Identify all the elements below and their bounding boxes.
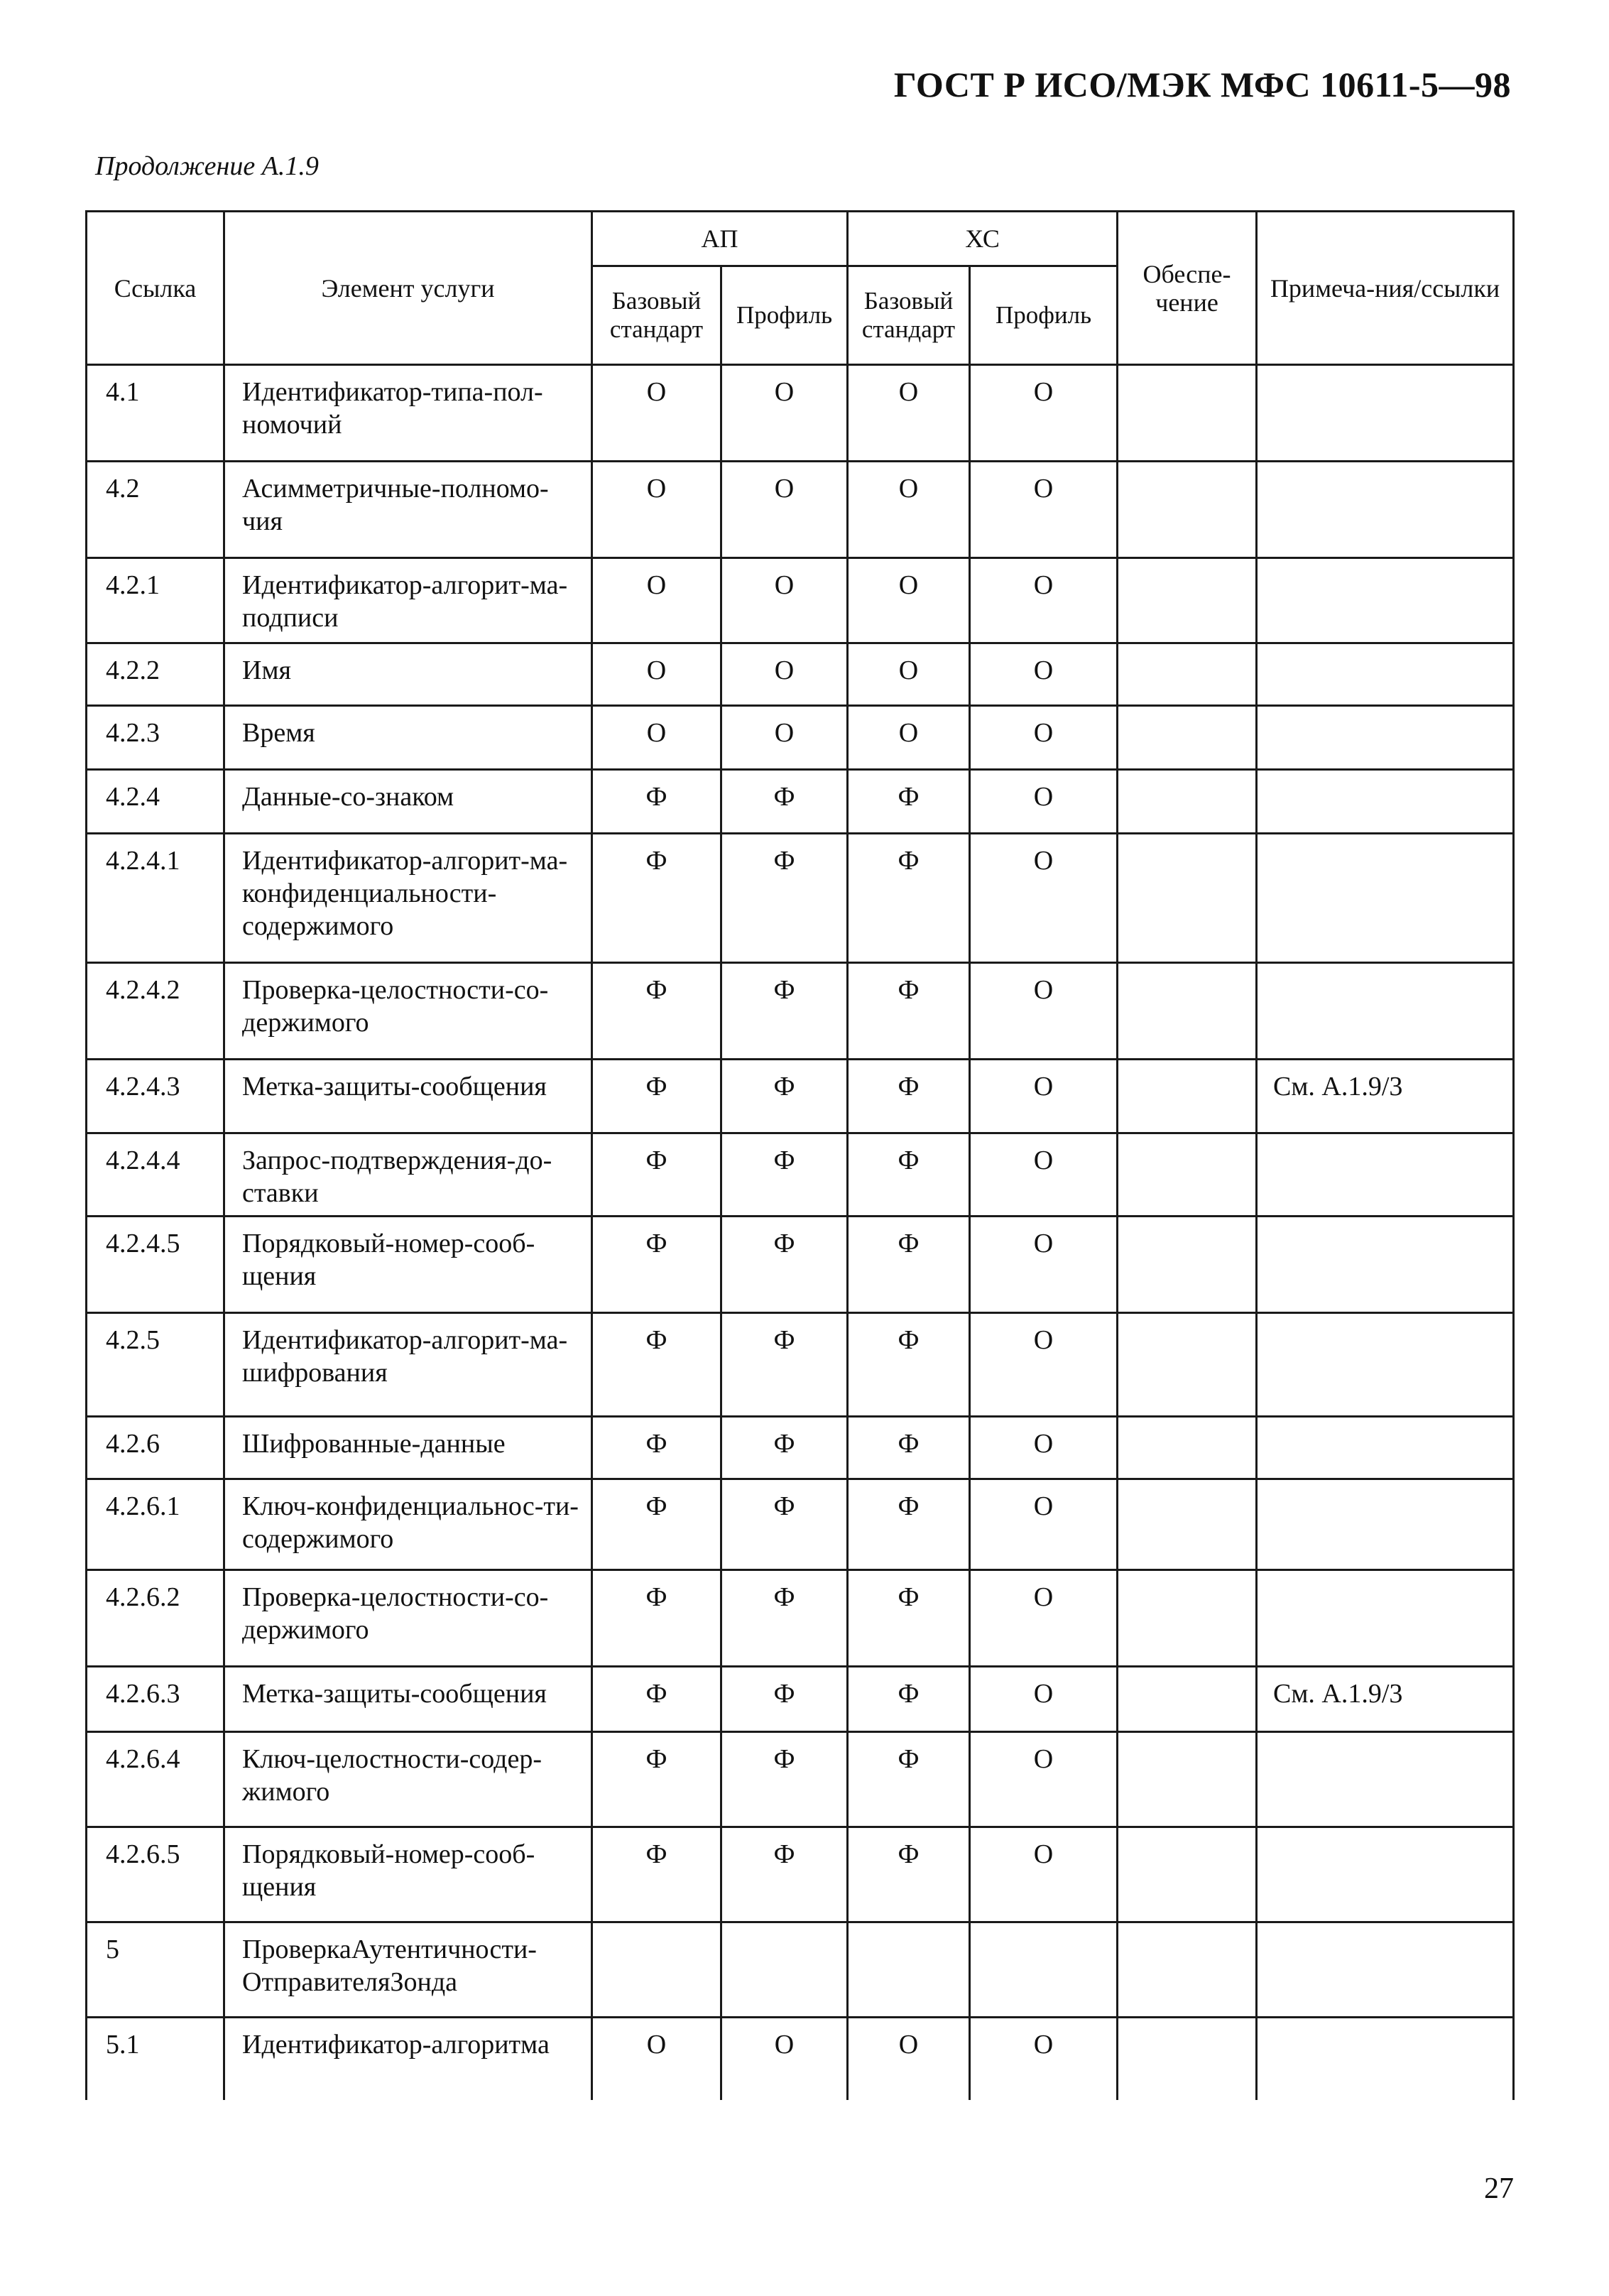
row-ref: 4.2.6.3 — [87, 1667, 224, 1732]
row-ap-base-standard: Ф — [592, 1217, 721, 1313]
column-group-ap: АП — [592, 212, 848, 266]
row-ap-base-standard: Ф — [592, 1667, 721, 1732]
table-row — [87, 1732, 1514, 1827]
row-ap-base-standard: О — [592, 706, 721, 770]
row-element: Шифрованные-данные — [224, 1417, 592, 1479]
row-ap-profile: Ф — [721, 1667, 848, 1732]
table-row — [87, 558, 1514, 643]
row-ref: 4.2.3 — [87, 706, 224, 770]
table-row — [87, 963, 1514, 1060]
row-xc-profile: О — [970, 770, 1118, 834]
row-ap-base-standard: Ф — [592, 1060, 721, 1133]
row-notes — [1257, 1827, 1514, 1922]
row-ap-profile — [721, 1922, 848, 2018]
row-element: Идентификатор-алгорит-ма-подписи — [224, 558, 592, 643]
row-notes — [1257, 963, 1514, 1060]
row-notes — [1257, 1313, 1514, 1417]
row-element: Имя — [224, 643, 592, 706]
row-ap-profile: Ф — [721, 1217, 848, 1313]
row-element: Время — [224, 706, 592, 770]
row-xc-base-standard: Ф — [848, 1060, 970, 1133]
row-notes: См. А.1.9/3 — [1257, 1667, 1514, 1732]
row-notes — [1257, 1133, 1514, 1217]
row-ap-profile: Ф — [721, 1417, 848, 1479]
row-xc-base-standard: Ф — [848, 834, 970, 963]
row-provision — [1118, 643, 1257, 706]
column-header-provision: Обеспе-чение — [1118, 212, 1257, 365]
table-row — [87, 1313, 1514, 1417]
row-element: Ключ-конфиденциальнос-ти-содержимого — [224, 1479, 592, 1570]
row-xc-profile — [970, 1922, 1118, 2018]
column-header-element: Элемент услуги — [224, 212, 592, 365]
row-xc-base-standard — [848, 1922, 970, 2018]
row-notes — [1257, 643, 1514, 706]
row-ap-profile: Ф — [721, 770, 848, 834]
row-notes — [1257, 1570, 1514, 1667]
row-xc-profile: О — [970, 1570, 1118, 1667]
row-xc-base-standard: Ф — [848, 1479, 970, 1570]
row-ap-profile: Ф — [721, 1313, 848, 1417]
row-xc-profile: О — [970, 706, 1118, 770]
row-xc-base-standard: О — [848, 462, 970, 558]
row-element: Запрос-подтверждения-до-ставки — [224, 1133, 592, 1217]
row-notes — [1257, 558, 1514, 643]
table-row — [87, 1667, 1514, 1732]
row-ap-base-standard: Ф — [592, 834, 721, 963]
row-xc-base-standard: О — [848, 558, 970, 643]
column-header-xc-profile: Профиль — [970, 266, 1118, 365]
row-notes — [1257, 2018, 1514, 2100]
row-ap-base-standard: Ф — [592, 1313, 721, 1417]
column-header-ap-profile: Профиль — [721, 266, 848, 365]
row-xc-base-standard: Ф — [848, 1827, 970, 1922]
column-header-notes: Примеча-ния/ссылки — [1257, 212, 1514, 365]
row-ap-base-standard: Ф — [592, 1133, 721, 1217]
row-notes — [1257, 1217, 1514, 1313]
row-element: Данные-со-знаком — [224, 770, 592, 834]
table-row — [87, 1417, 1514, 1479]
row-ref: 4.2.4 — [87, 770, 224, 834]
row-provision — [1118, 1732, 1257, 1827]
row-provision — [1118, 770, 1257, 834]
row-ap-profile: О — [721, 558, 848, 643]
row-ap-profile: О — [721, 365, 848, 462]
row-ap-base-standard: Ф — [592, 1732, 721, 1827]
table-row — [87, 1060, 1514, 1133]
row-xc-profile: О — [970, 1313, 1118, 1417]
table-row — [87, 1570, 1514, 1667]
table-row — [87, 770, 1514, 834]
row-element: Асимметричные-полномо-чия — [224, 462, 592, 558]
row-notes — [1257, 1732, 1514, 1827]
row-element: Проверка-целостности-со-держимого — [224, 963, 592, 1060]
row-ap-base-standard: Ф — [592, 1827, 721, 1922]
row-ref: 4.2.5 — [87, 1313, 224, 1417]
row-ap-base-standard: Ф — [592, 1570, 721, 1667]
row-ap-base-standard: О — [592, 2018, 721, 2100]
row-ap-profile: О — [721, 643, 848, 706]
row-provision — [1118, 1570, 1257, 1667]
row-ap-profile: О — [721, 462, 848, 558]
table-row — [87, 1922, 1514, 2018]
row-provision — [1118, 558, 1257, 643]
row-xc-profile: О — [970, 1732, 1118, 1827]
row-ap-base-standard: Ф — [592, 1417, 721, 1479]
row-ref: 4.2.4.2 — [87, 963, 224, 1060]
row-ap-base-standard: Ф — [592, 770, 721, 834]
row-ap-profile: Ф — [721, 1732, 848, 1827]
row-ap-profile: Ф — [721, 1479, 848, 1570]
row-notes — [1257, 834, 1514, 963]
table-row — [87, 1827, 1514, 1922]
row-xc-profile: О — [970, 2018, 1118, 2100]
row-ref: 5 — [87, 1922, 224, 2018]
row-xc-profile: О — [970, 643, 1118, 706]
row-ref: 4.2.6.2 — [87, 1570, 224, 1667]
row-ref: 4.2.6.4 — [87, 1732, 224, 1827]
row-notes — [1257, 1922, 1514, 2018]
row-notes — [1257, 365, 1514, 462]
row-provision — [1118, 1133, 1257, 1217]
table-row — [87, 834, 1514, 963]
row-xc-profile: О — [970, 462, 1118, 558]
row-xc-profile: О — [970, 1667, 1118, 1732]
row-ap-base-standard — [592, 1922, 721, 2018]
table-body — [87, 365, 1514, 2100]
row-xc-base-standard: О — [848, 706, 970, 770]
row-xc-base-standard: Ф — [848, 1133, 970, 1217]
row-provision — [1118, 706, 1257, 770]
row-ref: 4.2 — [87, 462, 224, 558]
row-provision — [1118, 1217, 1257, 1313]
table-row — [87, 1133, 1514, 1217]
row-provision — [1118, 1667, 1257, 1732]
row-ref: 4.2.2 — [87, 643, 224, 706]
row-element: Идентификатор-алгоритма — [224, 2018, 592, 2100]
row-ap-profile: О — [721, 2018, 848, 2100]
row-notes — [1257, 462, 1514, 558]
table-row — [87, 706, 1514, 770]
row-ap-base-standard: О — [592, 558, 721, 643]
row-xc-profile: О — [970, 1479, 1118, 1570]
requirements-table — [85, 210, 1515, 2100]
row-provision — [1118, 1922, 1257, 2018]
row-ap-profile: Ф — [721, 963, 848, 1060]
row-xc-profile: О — [970, 558, 1118, 643]
row-notes — [1257, 706, 1514, 770]
row-element: Идентификатор-алгорит-ма-конфиденциальности-содержимого — [224, 834, 592, 963]
row-element: Проверка-целостности-со-держимого — [224, 1570, 592, 1667]
row-element: Идентификатор-типа-пол-номочий — [224, 365, 592, 462]
row-xc-profile: О — [970, 963, 1118, 1060]
row-ap-profile: Ф — [721, 1827, 848, 1922]
row-xc-profile: О — [970, 1217, 1118, 1313]
row-xc-profile: О — [970, 1133, 1118, 1217]
row-xc-profile: О — [970, 834, 1118, 963]
row-ap-profile: Ф — [721, 1060, 848, 1133]
table-row — [87, 2018, 1514, 2100]
row-xc-base-standard: Ф — [848, 1570, 970, 1667]
row-xc-base-standard: О — [848, 2018, 970, 2100]
row-provision — [1118, 1313, 1257, 1417]
row-ref: 4.2.1 — [87, 558, 224, 643]
row-ap-profile: О — [721, 706, 848, 770]
row-ref: 4.2.4.4 — [87, 1133, 224, 1217]
row-ap-base-standard: О — [592, 462, 721, 558]
row-element: Ключ-целостности-содер-жимого — [224, 1732, 592, 1827]
row-ap-base-standard: Ф — [592, 1479, 721, 1570]
row-ap-profile: Ф — [721, 834, 848, 963]
table-row — [87, 1217, 1514, 1313]
row-provision — [1118, 2018, 1257, 2100]
row-ap-base-standard: Ф — [592, 963, 721, 1060]
row-xc-base-standard: Ф — [848, 1217, 970, 1313]
row-ref: 5.1 — [87, 2018, 224, 2100]
row-ap-profile: Ф — [721, 1570, 848, 1667]
row-provision — [1118, 1060, 1257, 1133]
row-provision — [1118, 365, 1257, 462]
row-element: Порядковый-номер-сооб-щения — [224, 1827, 592, 1922]
row-xc-base-standard: Ф — [848, 770, 970, 834]
table-row — [87, 643, 1514, 706]
row-ref: 4.2.6 — [87, 1417, 224, 1479]
row-ref: 4.2.6.1 — [87, 1479, 224, 1570]
row-xc-base-standard: О — [848, 643, 970, 706]
column-group-xc: ХС — [848, 212, 1118, 266]
table-row — [87, 365, 1514, 462]
row-provision — [1118, 1827, 1257, 1922]
row-xc-base-standard: Ф — [848, 1667, 970, 1732]
row-notes — [1257, 770, 1514, 834]
row-xc-base-standard: Ф — [848, 1732, 970, 1827]
row-xc-base-standard: Ф — [848, 1313, 970, 1417]
row-element: ПроверкаАутентичности-ОтправителяЗонда — [224, 1922, 592, 2018]
row-element: Метка-защиты-сообщения — [224, 1060, 592, 1133]
row-xc-base-standard: Ф — [848, 1417, 970, 1479]
row-ref: 4.2.4.1 — [87, 834, 224, 963]
row-xc-profile: О — [970, 1417, 1118, 1479]
row-notes: См. А.1.9/3 — [1257, 1060, 1514, 1133]
row-xc-profile: О — [970, 365, 1118, 462]
row-provision — [1118, 462, 1257, 558]
row-element: Идентификатор-алгорит-ма-шифрования — [224, 1313, 592, 1417]
row-ref: 4.2.4.5 — [87, 1217, 224, 1313]
row-xc-profile: О — [970, 1827, 1118, 1922]
row-xc-base-standard: Ф — [848, 963, 970, 1060]
row-provision — [1118, 963, 1257, 1060]
table-row — [87, 1479, 1514, 1570]
row-ref: 4.1 — [87, 365, 224, 462]
row-notes — [1257, 1479, 1514, 1570]
table-row — [87, 462, 1514, 558]
row-xc-profile: О — [970, 1060, 1118, 1133]
row-ref: 4.2.6.5 — [87, 1827, 224, 1922]
row-ap-profile: Ф — [721, 1133, 848, 1217]
row-xc-base-standard: О — [848, 365, 970, 462]
row-provision — [1118, 1417, 1257, 1479]
column-header-ap-base-standard: Базовый стандарт — [592, 266, 721, 365]
row-provision — [1118, 834, 1257, 963]
row-ap-base-standard: О — [592, 643, 721, 706]
column-header-xc-base-standard: Базовый стандарт — [848, 266, 970, 365]
row-element: Метка-защиты-сообщения — [224, 1667, 592, 1732]
page-number: 27 — [1484, 2172, 1514, 2205]
document-title: ГОСТ Р ИСО/МЭК МФС 10611-5—98 — [893, 65, 1511, 104]
row-element: Порядковый-номер-сооб-щения — [224, 1217, 592, 1313]
continuation-label: Продолжение А.1.9 — [95, 151, 319, 181]
row-notes — [1257, 1417, 1514, 1479]
row-provision — [1118, 1479, 1257, 1570]
row-ref: 4.2.4.3 — [87, 1060, 224, 1133]
column-header-ref: Ссылка — [87, 212, 224, 365]
row-ap-base-standard: О — [592, 365, 721, 462]
